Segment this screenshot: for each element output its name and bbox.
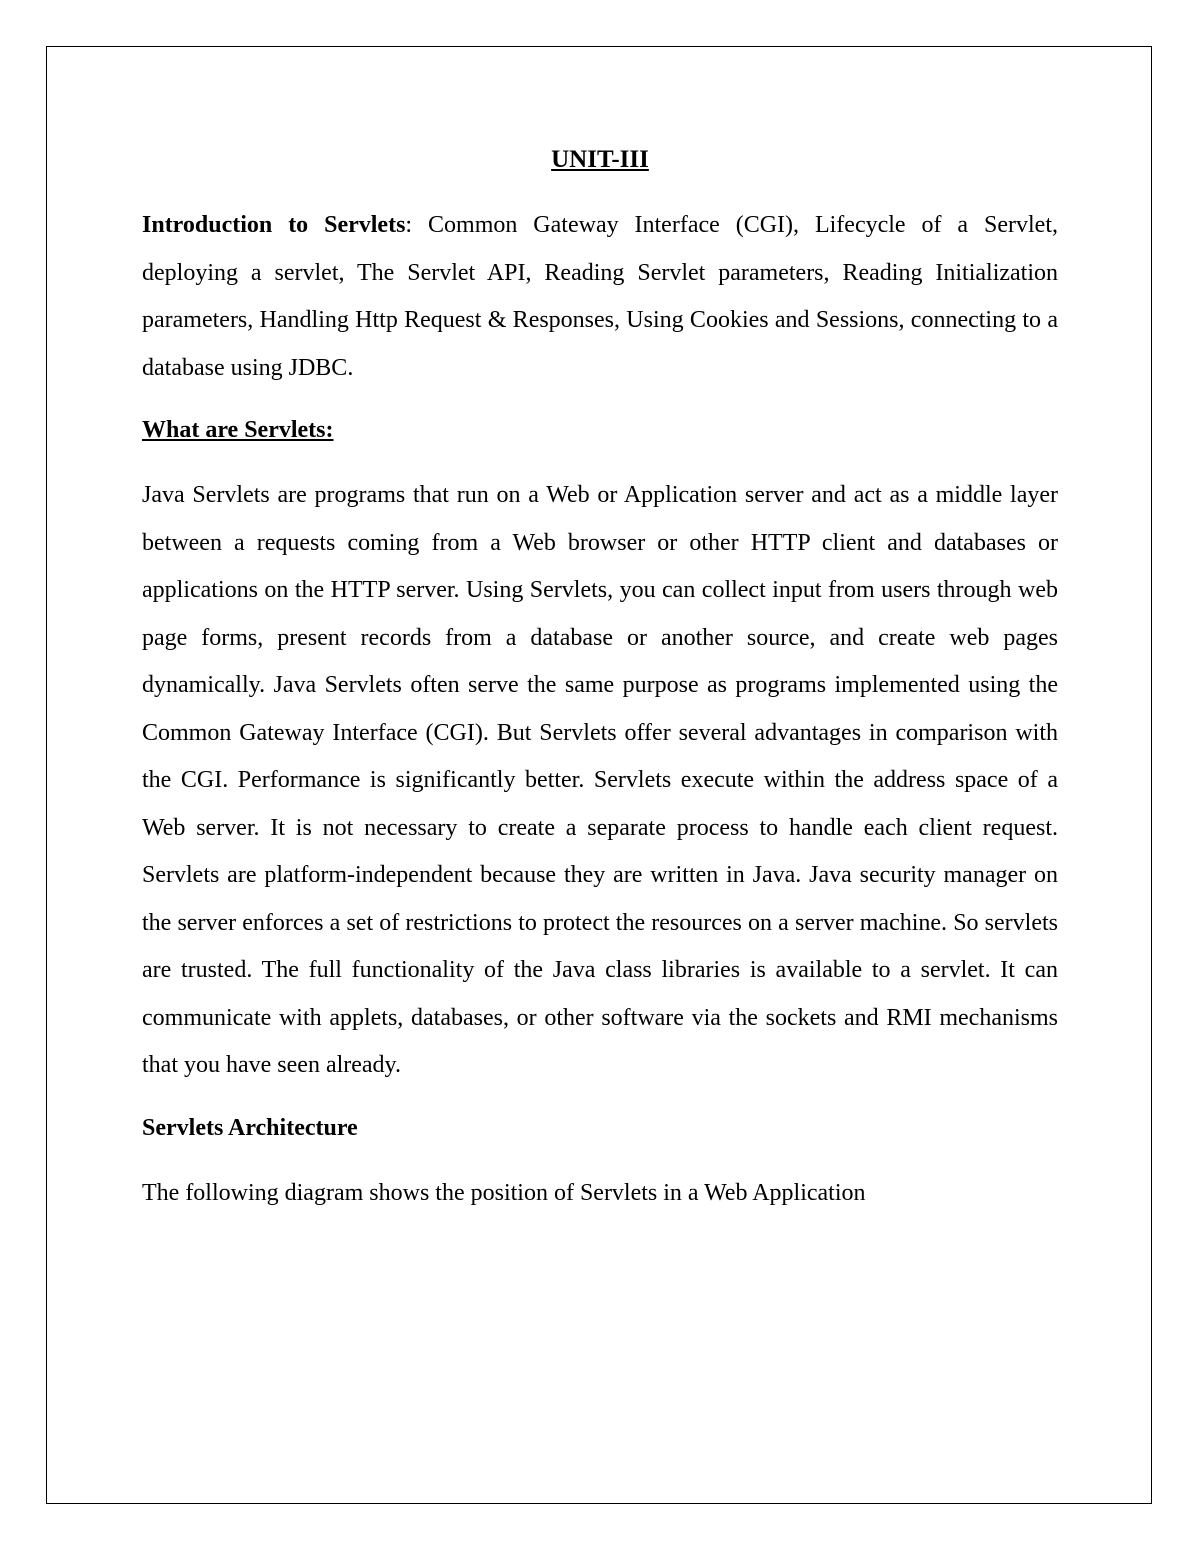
- architecture-heading: Servlets Architecture: [142, 1114, 358, 1141]
- intro-lead: Introduction to Servlets: [142, 212, 406, 238]
- architecture-body: The following diagram shows the position of Servlets in a Web Application: [142, 1179, 866, 1206]
- what-are-servlets-body: Java Servlets are programs that run on a Web or Application server and act as a middle layer between a requests coming from a Web browser or other HTTP client and databases or applications on the HTTP server. Using Servlets, you can collect input from users through web page forms, present records from a database or another source, and create web pages dynamically. Java Servlets often serve the same purpose as programs implemented using the Common Gateway Interface (CGI). But Servlets offer several advantages in comparison with the CGI. Performance is significantly better. Servlets execute within the address space of a Web server. It is not necessary to create a separate process to handle each client request. Servlets are platform-independent because they are written in Java. Java security manager on the server enforces a set of restrictions to protect the resources on a server machine. So servlets are trusted. The full functionality of the Java class libraries is available to a servlet. It can communicate with applets, databases, or other software via the sockets and RMI mechanisms that you have seen already.: [142, 482, 1058, 1078]
- intro-paragraph: [142, 202, 1058, 392]
- document-content: [142, 140, 1058, 1217]
- intro-text: : Common Gateway Interface (CGI), Lifecycle of a Servlet, deploying a servlet, The Servlet API, Reading Servlet parameters, Reading Initialization parameters, Handling Http Request & Responses, Using Cookies and Sessions, connecting to a database using JDBC.: [142, 212, 1058, 381]
- what-are-servlets-heading: What are Servlets:: [142, 417, 334, 443]
- unit-title: UNIT-III: [551, 146, 649, 173]
